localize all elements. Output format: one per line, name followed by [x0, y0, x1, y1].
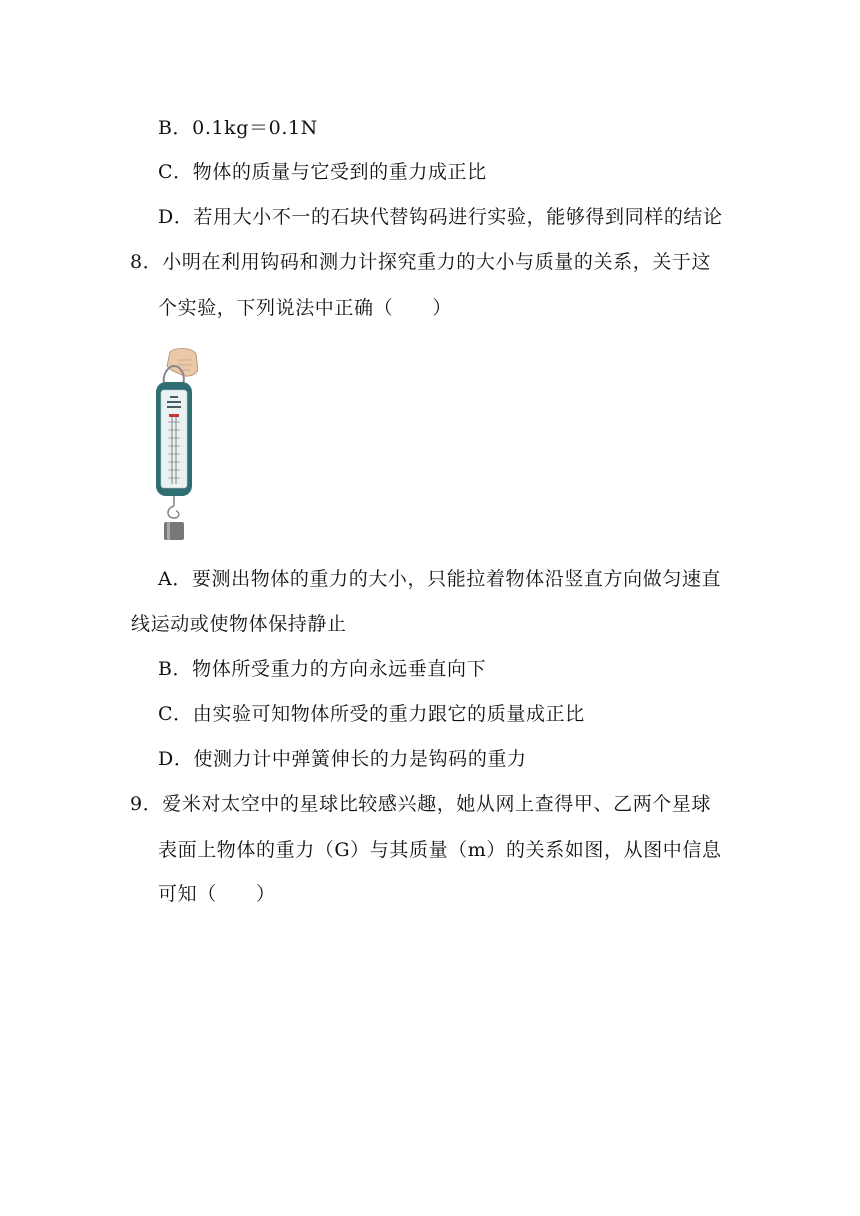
- q7-option-b: B．0.1kg＝0.1N: [158, 117, 318, 139]
- q7-option-d: D．若用大小不一的石块代替钩码进行实验，能够得到同样的结论: [158, 206, 723, 228]
- q8-option-a-line2: 线运动或使物体保持静止: [131, 613, 347, 635]
- spring-scale-illustration: [148, 346, 198, 542]
- q9-stem-line2: 表面上物体的重力（G）与其质量（m）的关系如图，从图中信息: [158, 839, 722, 861]
- q8-option-b: B．物体所受重力的方向永远垂直向下: [158, 658, 487, 680]
- q7-option-c: C．物体的质量与它受到的重力成正比: [158, 161, 487, 183]
- q8-option-c: C．由实验可知物体所受的重力跟它的质量成正比: [158, 703, 585, 725]
- q8-option-d: D．使测力计中弹簧伸长的力是钩码的重力: [158, 748, 527, 770]
- q8-stem-line1: 8．小明在利用钩码和测力计探究重力的大小与质量的关系，关于这: [130, 251, 712, 273]
- q8-option-a-line1: A．要测出物体的重力的大小，只能拉着物体沿竖直方向做匀速直: [158, 568, 722, 590]
- q9-stem-line1: 9．爱米对太空中的星球比较感兴趣，她从网上查得甲、乙两个星球: [130, 793, 712, 815]
- q9-stem-line3: 可知（ ）: [158, 883, 276, 905]
- q8-stem-line2: 个实验，下列说法中正确（ ）: [158, 297, 453, 319]
